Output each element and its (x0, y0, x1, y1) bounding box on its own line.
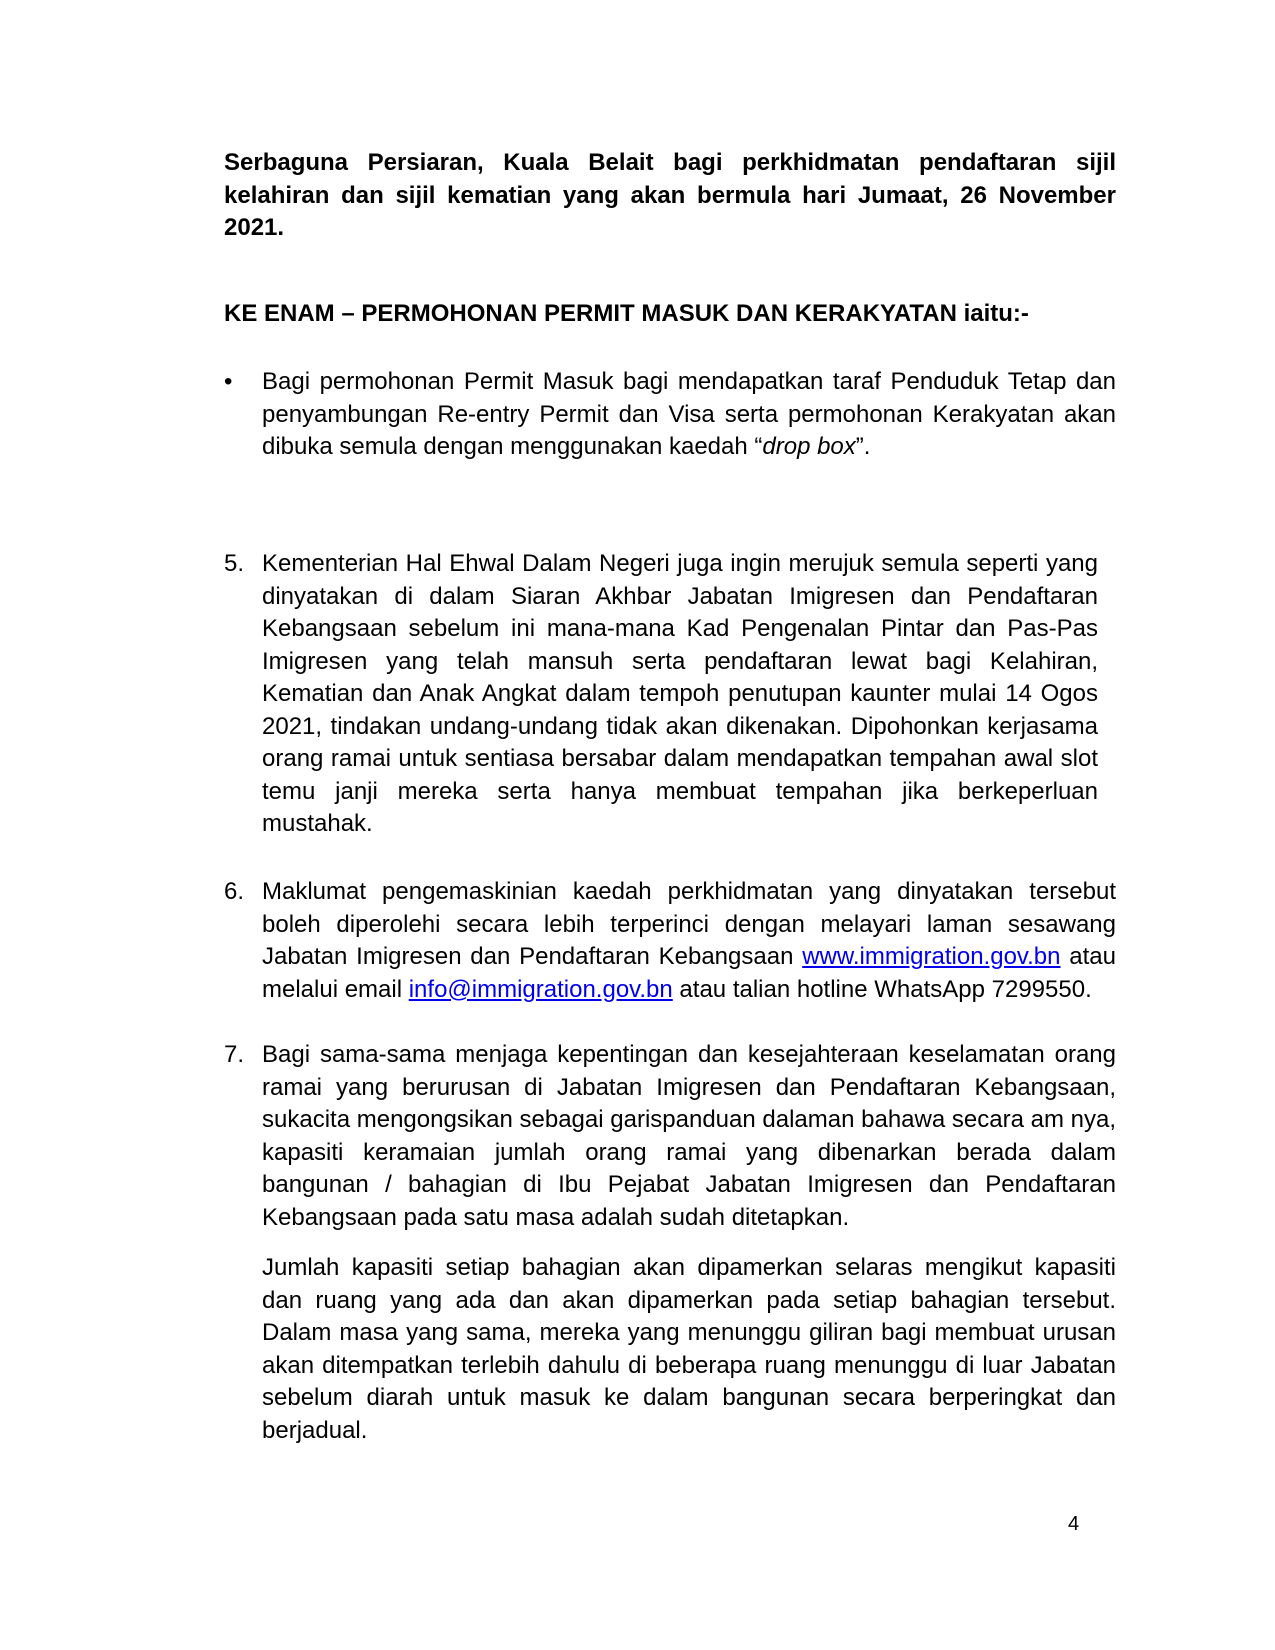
website-link[interactable]: www.immigration.gov.bn (802, 943, 1061, 970)
paragraph-7-text: Bagi sama-sama menjaga kepentingan dan kesejahteraan keselamatan orang ramai yang berurusan di Jabatan Imigresen dan Pendaftaran Kebangsaan, sukacita mengongsikan sebagai garispanduan dalaman bahawa secara am nya, kapasiti keramaian jumlah orang ramai yang dibenarkan berada dalam bangunan / bahagian di Ibu Pejabat Jabatan Imigresen dan Pendaftaran Kebangsaan pada satu masa adalah sudah ditetapkan. (262, 1041, 1116, 1231)
section-heading: KE ENAM – PERMOHONAN PERMIT MASUK DAN KERAKYATAN iaitu:- (224, 300, 1029, 327)
bullet-text-italic: drop box (762, 433, 856, 460)
paragraph-7-number: 7. (224, 1041, 245, 1068)
paragraph-5 (224, 548, 1098, 841)
bullet-item (224, 366, 1116, 464)
paragraph-6-text-3: atau talian hotline WhatsApp 7299550. (672, 975, 1092, 1003)
bullet-text-before: Bagi permohonan Permit Masuk bagi mendapatkan taraf Penduduk Tetap dan penyambungan Re-entry Permit dan Visa serta permohonan Kerakyatan akan dibuka semula dengan menggunakan kaedah “ (262, 368, 1116, 460)
email-link[interactable]: info@immigration.gov.bn (408, 975, 673, 1003)
paragraph-7 (224, 1039, 1116, 1234)
paragraph-5-number: 5. (224, 550, 245, 577)
bullet-icon: • (224, 368, 233, 395)
paragraph-7-continuation: Jumlah kapasiti setiap bahagian akan dipamerkan selaras mengikut kapasiti dan ruang yang ada dan akan dipamerkan pada setiap bahagian tersebut. Dalam masa yang sama, mereka yang menunggu giliran bagi membuat urusan akan ditempatkan terlebih dahulu di beberapa ruang menunggu di luar Jabatan sebelum diarah untuk masuk ke dalam bangunan secara berperingkat dan berjadual. (262, 1254, 1116, 1444)
paragraph-6 (224, 876, 1116, 1006)
bullet-text (262, 366, 1116, 464)
page-number: 4 (1068, 1513, 1080, 1535)
intro-paragraph: Serbaguna Persiaran, Kuala Belait bagi perkhidmatan pendaftaran sijil kelahiran dan sijil kematian yang akan bermula hari Jumaat, 26 November 2021. (224, 149, 1116, 241)
paragraph-6-text-1: Maklumat pengemaskinian kaedah perkhidmatan yang dinyatakan tersebut boleh diperolehi secara lebih terperinci dengan melayari laman sesawang Jabatan Imigresen dan Pendaftaran Kebangsaan (262, 878, 1116, 970)
bullet-text-after: ”. (855, 433, 871, 460)
paragraph-5-text: Kementerian Hal Ehwal Dalam Negeri juga ingin merujuk semula seperti yang dinyatakan di dalam Siaran Akhbar Jabatan Imigresen dan Pendaftaran Kebangsaan sebelum ini mana-mana Kad Pengenalan Pintar dan Pas-Pas Imigresen yang telah mansuh serta pendaftaran lewat bagi Kelahiran, Kematian dan Anak Angkat dalam tempoh penutupan kaunter mulai 14 Ogos 2021, tindakan undang-undang tidak akan dikenakan. Dipohonkan kerjasama orang ramai untuk sentiasa bersabar dalam mendapatkan tempahan awal slot temu janji mereka serta hanya membuat tempahan jika berkeperluan mustahak. (262, 550, 1098, 837)
paragraph-6-number: 6. (224, 878, 245, 905)
paragraph-6-text-2: atau melalui email (262, 943, 1116, 1003)
paragraph-6-text (262, 876, 1116, 1006)
